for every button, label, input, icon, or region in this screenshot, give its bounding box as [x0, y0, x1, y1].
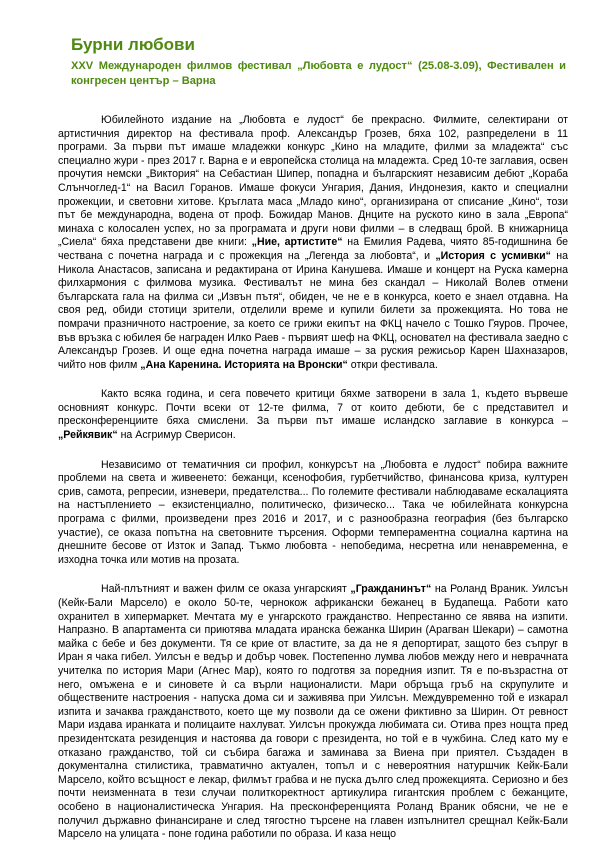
- article-body: [58, 114, 568, 858]
- paragraph-2-text-b: на Асгримур Сверисон.: [117, 429, 236, 442]
- paragraph-1-text-a: Юбилейното издание на „Любовта е лудост“ бе прекрасно. Филмите, селектирани от артистичния директор на фестивала проф. Александър Грозев, бяха 102, разпределени в 11 програми. За първи път имаше младежки конкурс „Кино на младите, филми за младежта“ със специално жури - през 2017 г. Варна е и европейска столица на младежта. Сред 10-те заглавия, освен прочутия немски „Виктория“ на Себастиан Шипер, попадна и българският независим дебют „Кораба Слънчоглед-1“ на Васил Горанов. Имаше фокуси Унгария, Дания, Индонезия, както и специални прожекции, и световни хитове. Кръглата маса „Младо кино“, организирана от списание „Кино“, този път бе международна, водена от проф. Божидар Манов. Днците на руското кино в зала „Европа“ минаха с колосален успех, но за програмата и други нови филми – в следващ брой. В книжарница „Сиела“ бяха представени две книги:: [58, 114, 568, 249]
- paragraph-2-text-a: Както всяка година, и сега повечето критици бяхме затворени в зала 1, където вървеше основният конкурс. Почти всеки от 12-те филма, 7 от които дебюти, бе с представител и пресконференциите бяха смислени. За първи път имаше исландско заглавие в конкурса –: [58, 388, 568, 428]
- paragraph-1-text-c: на Никола Анастасов, записана и редактирана от Ирина Канушева. Имаше и концерт на Руска камерна филхармония с филмова музика. Фестивалът не мина без скандал – Николай Волев отмени българската гала на филма си „Извън пътя“, обиден, че не е в конкурса, което е знаел отдавна. На своя ред, обиди стотици зрители, отделили време и купили билети за прожекцията. Но това не помрачи празничното настроение, за което се грижи екипът на ФКЦ начело с Тошко Гяуров. Прочее, във връзка с юбилея бе награден Илко Раев - първият шеф на ФКЦ, основател на фестивала заедно с Александър Грозев. И още една почетна награда имаше – за руския режисьор Карен Шахназаров, чийто нов филм: [58, 249, 569, 371]
- paragraph-1: [58, 114, 568, 372]
- book-title-artists: „Ние, артистите“: [251, 236, 343, 249]
- film-title-citizen: „Гражданинът“: [350, 583, 432, 596]
- paragraph-4: [58, 583, 568, 841]
- paragraph-4-text-b: на Роланд Враник. Уилсън (Кейк-Бали Марсело) е около 50-те, чернокож африкански бежанец в Будапеща. Работи като охранител в хипермаркет. Мечтата му е унгарското гражданство. Непрестанно се явява на изпити. Напразно. В апартамента си приютява младата иранска бежанка Ширин (Арагван Шекари) – самотна майка с бебе и без документи. Тя се крие от властите, за да не я депортират, защото без съпруг в Иран я чака гибел. Уилсън е ведър и добър човек. Постепенно лумва любов между него и неврачната учителка по история Мари (Агнес Мар), която го подготвя за поредния изпит. Тя е по-възрастна от него, омъжена е и синовете ѝ са върли националисти. Мари обръща гръб на скрупулите и обществените настроения - напуска дома си и заживява при Уилсън. Междувременно той е изкарал изпита и зачаква гражданството, което ще му позволи да се ожени фиктивно за Ширин. От ревност Мари издава иранката и полицаите нахлуват. Уилсън прокужда любимата си. Отива през нощта пред президентската резиденция и настоява да говори с президента, но той е в чужбина. След като му е отказано гражданство, той си събира багажа и заминава за Виена при приятел. Създаден в документална стилистика, травматично актуален, топъл и с невероятния натуршчик Кейк-Бали Марсело, който всъщност е лекар, филмът грабва и не пуска дълго след прожекцията. Сериозно и без почти неизменната в тези случаи политкоректност артикулира гигантския проблем с бежанците, особено в националистическа Унгария. На пресконференцията Роланд Враник обясни, че не е получил държавно финансиране и след тягостно търсене на главен изпълнител срещнал Кейк-Бали Марсело на улицата - поне година работили по образа. И каза нещо: [58, 583, 568, 841]
- paragraph-1-text-d: откри фестивала.: [347, 358, 438, 371]
- paragraph-2: [58, 388, 568, 442]
- film-title-reykjavik: „Рейкявик“: [58, 429, 118, 442]
- paragraph-4-text-a: Най-плътният и важен филм се оказа унгарският: [101, 583, 351, 596]
- book-title-smiles: „История с усмивки“: [435, 249, 551, 262]
- paragraph-3: Независимо от тематичния си профил, конкурсът на „Любовта е лудост“ побира важните проблеми на света и живеенето: бежанци, ксенофобия, гурбетчийство, финансова криза, културен срив, самота, репресии, изневери, предателства... По големите фестивали наблюдаваме ескалацията на настъплението – екзистенциално, политическо, физическо... Така че юбилейната конкурсна програма с филми, произведени през 2016 и 2017, и с разнообразна география (без българско участие), се оказа попътна на световните търсения. Оформи темпераментна социална картина на днешните бесове от Изток и Запад. Тъкмо любовта - непобедима, несретна или ненавременна, е изходна точка или мотив на прозата.: [58, 458, 568, 566]
- film-title-anna-karenina: „Ана Каренина. Историята на Вронски“: [140, 358, 348, 371]
- page-title: Бурни любови: [71, 35, 195, 54]
- page-subtitle: XXV Международен филмов фестивал „Любовта е лудост“ (25.08-3.09), Фестивален и конгресен център – Варна: [71, 60, 566, 87]
- paragraph-1-text-b: на Емилия Радева, чиято 85-годишнина бе чествана с почетна награда и с прожекция на „Легенда за любовта“, и: [58, 236, 568, 262]
